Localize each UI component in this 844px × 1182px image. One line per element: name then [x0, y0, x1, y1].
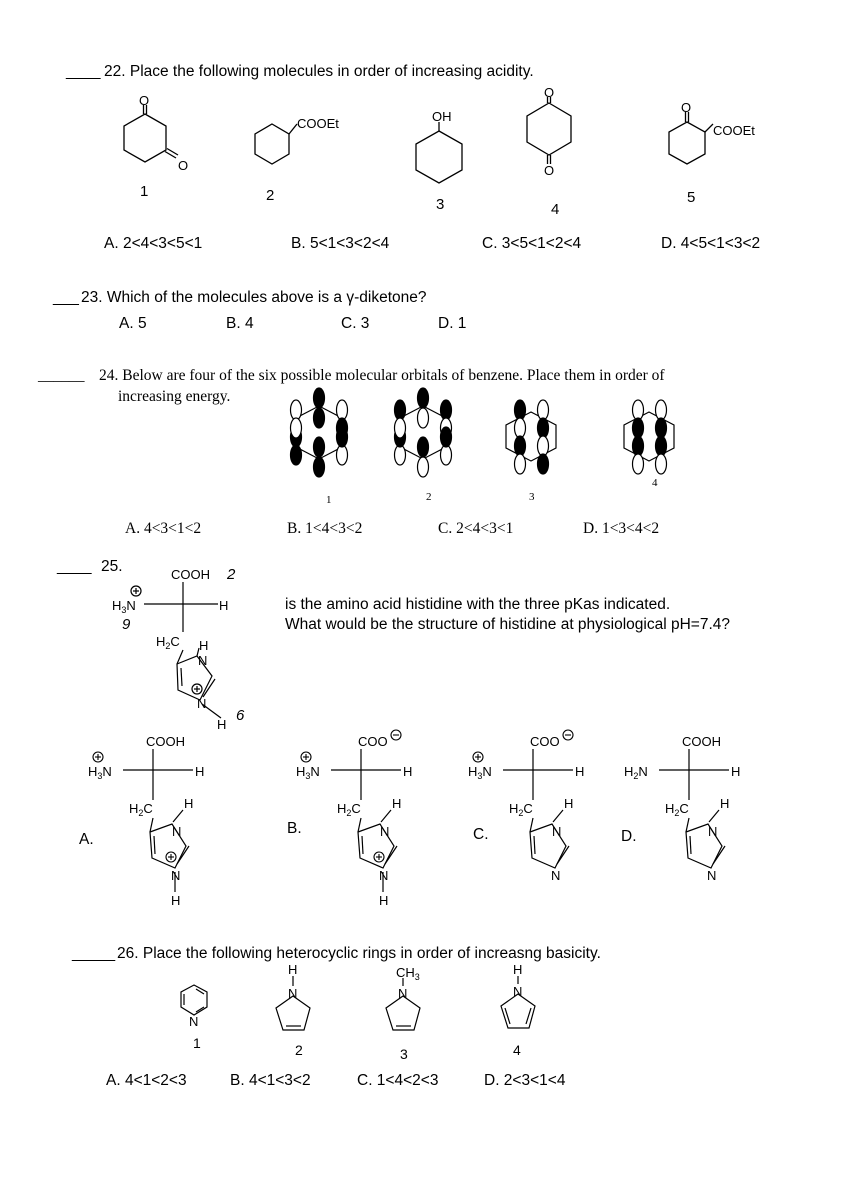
- m5-cooet: COOEt: [713, 123, 755, 138]
- q23-choice-a[interactable]: A. 5: [119, 315, 147, 332]
- q26-question: 26. Place the following heterocyclic rings in order of increasng basicity.: [117, 945, 601, 962]
- main-ring-h2: H: [217, 717, 227, 732]
- q23-choice-b[interactable]: B. 4: [226, 315, 254, 332]
- m1-o-bottom: O: [178, 158, 189, 173]
- choice-a-h2c: $H_2C$: [129, 801, 153, 818]
- molecule-2: [255, 124, 297, 164]
- q25-choice-b[interactable]: B.: [287, 820, 302, 837]
- q22-choice-c[interactable]: C. 3<5<1<2<4: [482, 235, 582, 252]
- r4-h: H: [513, 962, 523, 977]
- q22-blank[interactable]: ____: [66, 63, 101, 80]
- m4-o-top: O: [544, 85, 555, 100]
- choice-d-amine: $H_2N$: [624, 764, 648, 781]
- pka-cooh: 2: [227, 566, 236, 583]
- choice-c-ring-n1: N: [552, 824, 562, 839]
- choice-a-ring-n1: N: [172, 824, 182, 839]
- choice-b-ring-n2-h: H: [379, 893, 389, 908]
- main-cooh: COOH: [171, 567, 210, 582]
- q26-blank[interactable]: _____: [72, 945, 116, 962]
- main-h2c: $H_2C$: [156, 634, 180, 651]
- q23-blank[interactable]: ___: [53, 289, 79, 306]
- q25-question-line2: What would be the structure of histidine at physiological pH=7.4?: [285, 616, 731, 633]
- m4-o-bottom: O: [544, 163, 555, 178]
- main-h3n: $H_3N$: [112, 598, 136, 615]
- choice-b-coo: COO: [358, 734, 388, 749]
- pyridine-n: N: [189, 1014, 199, 1029]
- choice-d-alpha-h: H: [731, 764, 741, 779]
- choice-d-ring-nh-h: H: [720, 796, 730, 811]
- r4-n: N: [513, 984, 523, 999]
- m5-o: O: [681, 100, 692, 115]
- choice-a-plus-charge: [93, 752, 103, 762]
- choice-a-ring-n2: N: [171, 868, 181, 883]
- q26-choice-d[interactable]: D. 2<3<1<4: [484, 1072, 566, 1089]
- choice-a-ring-n2-h: H: [171, 893, 181, 908]
- q26-choice-b[interactable]: B. 4<1<3<2: [230, 1072, 311, 1089]
- choice-a-amine: $H_3N$: [88, 764, 112, 781]
- choice-c-alpha-h: H: [575, 764, 585, 779]
- q25-choice-d[interactable]: D.: [621, 828, 637, 845]
- choice-c-ring-n2: N: [551, 868, 561, 883]
- q23-question: 23. Which of the molecules above is a γ-diketone?: [81, 289, 427, 306]
- main-ring-n2: N: [197, 696, 207, 711]
- q26-choice-a[interactable]: A. 4<1<2<3: [106, 1072, 187, 1089]
- histidine-choice-a-structure: [123, 749, 193, 892]
- choice-d-ring-n2: N: [707, 868, 717, 883]
- pka-amine: 9: [122, 616, 131, 633]
- main-h: H: [219, 598, 229, 613]
- m4-label: 4: [551, 201, 560, 218]
- m3-oh: OH: [432, 109, 452, 124]
- m2-label: 2: [266, 187, 275, 204]
- orbital-3-label: 3: [529, 491, 535, 503]
- ring-2-label: 2: [295, 1042, 303, 1058]
- choice-c-ring-nh-h: H: [564, 796, 574, 811]
- q25-question-line1: is the amino acid histidine with the three pKas indicated.: [285, 596, 671, 613]
- histidine-choices: [88, 730, 740, 908]
- m3-label: 3: [436, 196, 445, 213]
- molecule-5: [669, 112, 713, 164]
- q23-choice-c[interactable]: C. 3: [341, 315, 370, 332]
- main-ring-h: H: [199, 638, 209, 653]
- orbital-1: [291, 388, 348, 477]
- choice-b-ring-n2: N: [379, 868, 389, 883]
- choice-c-amine: $H_3N$: [468, 764, 492, 781]
- q22-question: 22. Place the following molecules in order of increasing acidity.: [104, 63, 534, 80]
- heterocycles: [181, 976, 535, 1030]
- molecule-1: [124, 105, 178, 162]
- q24-choice-d[interactable]: D. 1<3<4<2: [583, 520, 660, 537]
- r2-n: N: [288, 986, 298, 1001]
- choice-c-minus-charge: [563, 730, 573, 740]
- choice-d-cooh: COOH: [682, 734, 721, 749]
- choice-d-h2c: $H_2C$: [665, 801, 689, 818]
- pka-imidazole: 6: [236, 707, 245, 724]
- q22-choice-d[interactable]: D. 4<5<1<3<2: [661, 235, 761, 252]
- q23-choice-d[interactable]: D. 1: [438, 315, 467, 332]
- q24-choice-b[interactable]: B. 1<4<3<2: [287, 520, 363, 537]
- choice-b-amine: $H_3N$: [296, 764, 320, 781]
- m2-cooet: COOEt: [297, 116, 339, 131]
- q24-blank[interactable]: ______: [38, 367, 85, 384]
- m1-o-top: O: [139, 93, 150, 108]
- choice-c-coo: COO: [530, 734, 560, 749]
- choice-a-ring-plus-charge: [166, 852, 176, 862]
- q25-choice-c[interactable]: C.: [473, 826, 489, 843]
- ring-4-label: 4: [513, 1042, 521, 1058]
- ring-3-label: 3: [400, 1046, 408, 1062]
- q25-number: 25.: [101, 558, 123, 575]
- main-ring-n1: N: [198, 653, 208, 668]
- choice-b-h2c: $H_2C$: [337, 801, 361, 818]
- r3-n: N: [398, 986, 408, 1001]
- q26-choice-c[interactable]: C. 1<4<2<3: [357, 1072, 439, 1089]
- orbital-1-label: 1: [326, 494, 332, 506]
- choice-b-ring-plus-charge: [374, 852, 384, 862]
- orbital-4-label: 4: [652, 477, 658, 489]
- choice-a-ring-nh-h: H: [184, 796, 194, 811]
- q24-question-line2: increasing energy.: [118, 388, 231, 405]
- q25-choice-a[interactable]: A.: [79, 831, 94, 848]
- choice-b-alpha-h: H: [403, 764, 413, 779]
- r3-ch3: $CH_3$: [396, 965, 420, 982]
- choice-c-plus-charge: [473, 752, 483, 762]
- histidine-choice-b-structure: [331, 749, 401, 892]
- m5-label: 5: [687, 189, 696, 206]
- choice-b-plus-charge: [301, 752, 311, 762]
- choice-c-h2c: $H_2C$: [509, 801, 533, 818]
- choice-b-minus-charge: [391, 730, 401, 740]
- choice-b-ring-n1: N: [380, 824, 390, 839]
- q22-choice-b[interactable]: B. 5<1<3<2<4: [291, 235, 390, 252]
- molecule-3: [416, 122, 462, 183]
- m1-label: 1: [140, 183, 149, 200]
- choice-a-alpha-h: H: [195, 764, 205, 779]
- r2-h: H: [288, 962, 298, 977]
- ring-1-label: 1: [193, 1035, 201, 1051]
- q25-blank[interactable]: ____: [57, 558, 92, 575]
- choice-d-ring-n1: N: [708, 824, 718, 839]
- q22-choice-a[interactable]: A. 2<4<3<5<1: [104, 235, 203, 252]
- orbital-2: [395, 388, 452, 477]
- orbital-2-label: 2: [426, 491, 432, 503]
- q24-question-line1: 24. Below are four of the six possible molecular orbitals of benzene. Place them in order of: [99, 367, 665, 384]
- orbital-4: [624, 400, 674, 474]
- choice-b-ring-nh-h: H: [392, 796, 402, 811]
- q24-choice-c[interactable]: C. 2<4<3<1: [438, 520, 514, 537]
- choice-a-cooh: COOH: [146, 734, 185, 749]
- orbital-3: [506, 400, 556, 474]
- q24-choice-a[interactable]: A. 4<3<1<2: [125, 520, 202, 537]
- molecule-4: [527, 97, 571, 164]
